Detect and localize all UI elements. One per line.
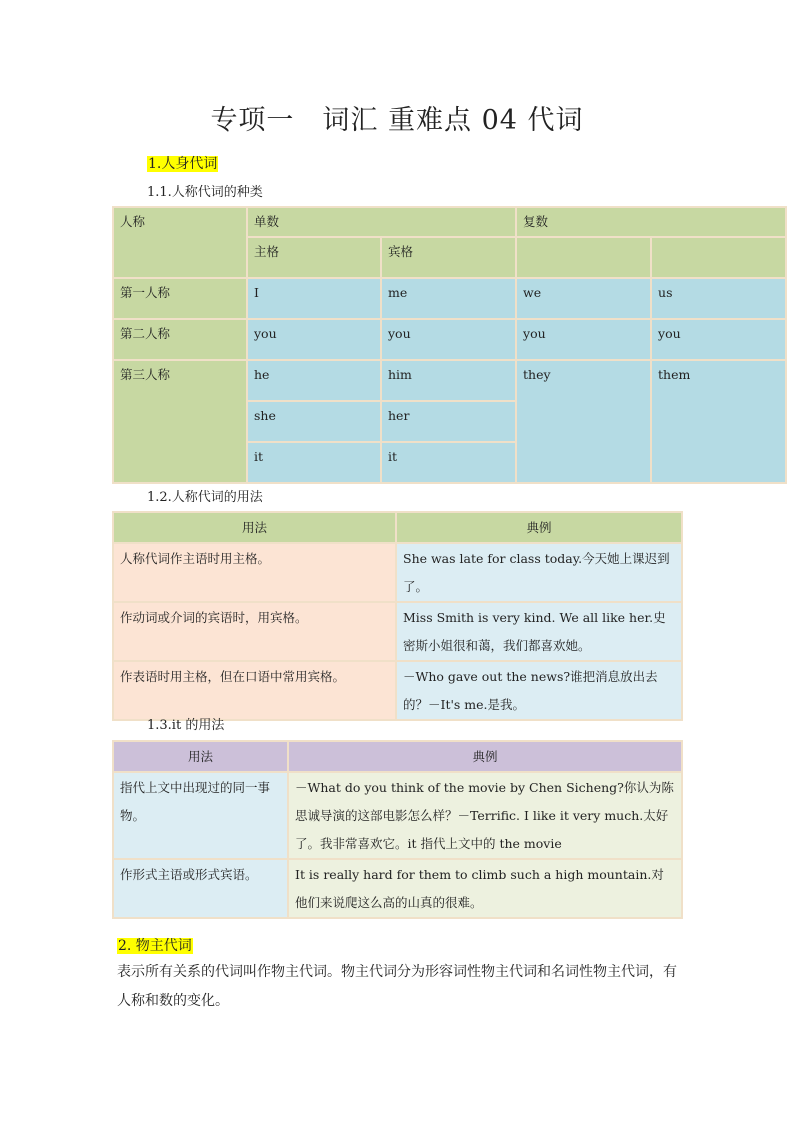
body-paragraph: 表示所有关系的代词叫作物主代词。物主代词分为形容词性物主代词和名词性物主代词，有人称和数的变化。	[117, 964, 677, 1009]
header-plural: 复数	[516, 207, 786, 237]
table-row	[113, 360, 786, 401]
it-usage-table	[112, 740, 683, 919]
example-cell: －What do you think of the movie by Chen Sicheng?你认为陈思诚导演的这部电影怎么样？－Terrific. I like it very much.太好了。我非常喜欢它。it 指代上文中的 the movie	[288, 772, 682, 859]
page-title: 专项一 词汇 重难点 04 代词	[210, 105, 584, 136]
row-label: 第二人称	[113, 319, 247, 360]
table-cell: it	[247, 442, 381, 483]
table-cell: you	[516, 319, 651, 360]
table-cell: you	[381, 319, 516, 360]
table-row	[113, 319, 786, 360]
subheading-1-2: 1.2.人称代词的用法	[147, 490, 263, 505]
row-label: 第一人称	[113, 278, 247, 319]
subheading-1-3: 1.3.it 的用法	[147, 718, 225, 733]
header-singular: 单数	[247, 207, 516, 237]
header-plural-object-empty	[651, 237, 786, 278]
table-row	[113, 859, 682, 918]
pronoun-usage-table	[112, 511, 683, 721]
example-cell: －Who gave out the news?谁把消息放出去的？－It's me.是我。	[396, 661, 682, 720]
table-cell: I	[247, 278, 381, 319]
row-label: 第三人称	[113, 360, 247, 483]
header-subject-case: 主格	[247, 237, 381, 278]
table-row	[113, 772, 682, 859]
subheading-1-1: 1.1.人称代词的种类	[147, 185, 263, 200]
header-example: 典例	[396, 512, 682, 543]
header-usage: 用法	[113, 741, 288, 772]
table-cell: we	[516, 278, 651, 319]
table-cell: she	[247, 401, 381, 442]
table-cell: it	[381, 442, 516, 483]
table-cell: them	[651, 360, 786, 483]
example-cell: Miss Smith is very kind. We all like her.史密斯小姐很和蔼，我们都喜欢她。	[396, 602, 682, 661]
header-person: 人称	[113, 207, 247, 278]
table-cell: they	[516, 360, 651, 483]
table-row	[113, 661, 682, 720]
table-cell: you	[247, 319, 381, 360]
table-cell: you	[651, 319, 786, 360]
table-cell: he	[247, 360, 381, 401]
example-cell: She was late for class today.今天她上课迟到了。	[396, 543, 682, 602]
section-heading-1-text: 1.人身代词	[148, 156, 218, 172]
header-plural-subject-empty	[516, 237, 651, 278]
personal-pronoun-table	[112, 206, 787, 484]
usage-cell: 作表语时用主格，但在口语中常用宾格。	[113, 661, 396, 720]
usage-cell: 人称代词作主语时用主格。	[113, 543, 396, 602]
header-example: 典例	[288, 741, 682, 772]
table-row	[113, 602, 682, 661]
table-cell: him	[381, 360, 516, 401]
section-heading-1	[147, 153, 218, 173]
table-cell: me	[381, 278, 516, 319]
usage-cell: 指代上文中出现过的同一事物。	[113, 772, 288, 859]
table-row	[113, 278, 786, 319]
section-heading-2	[117, 935, 193, 955]
section-heading-2-text: 2. 物主代词	[118, 938, 192, 954]
header-object-case: 宾格	[381, 237, 516, 278]
table-row	[113, 543, 682, 602]
table-cell: us	[651, 278, 786, 319]
usage-cell: 作形式主语或形式宾语。	[113, 859, 288, 918]
example-cell: It is really hard for them to climb such a high mountain.对他们来说爬这么高的山真的很难。	[288, 859, 682, 918]
table-cell: her	[381, 401, 516, 442]
header-usage: 用法	[113, 512, 396, 543]
usage-cell: 作动词或介词的宾语时，用宾格。	[113, 602, 396, 661]
